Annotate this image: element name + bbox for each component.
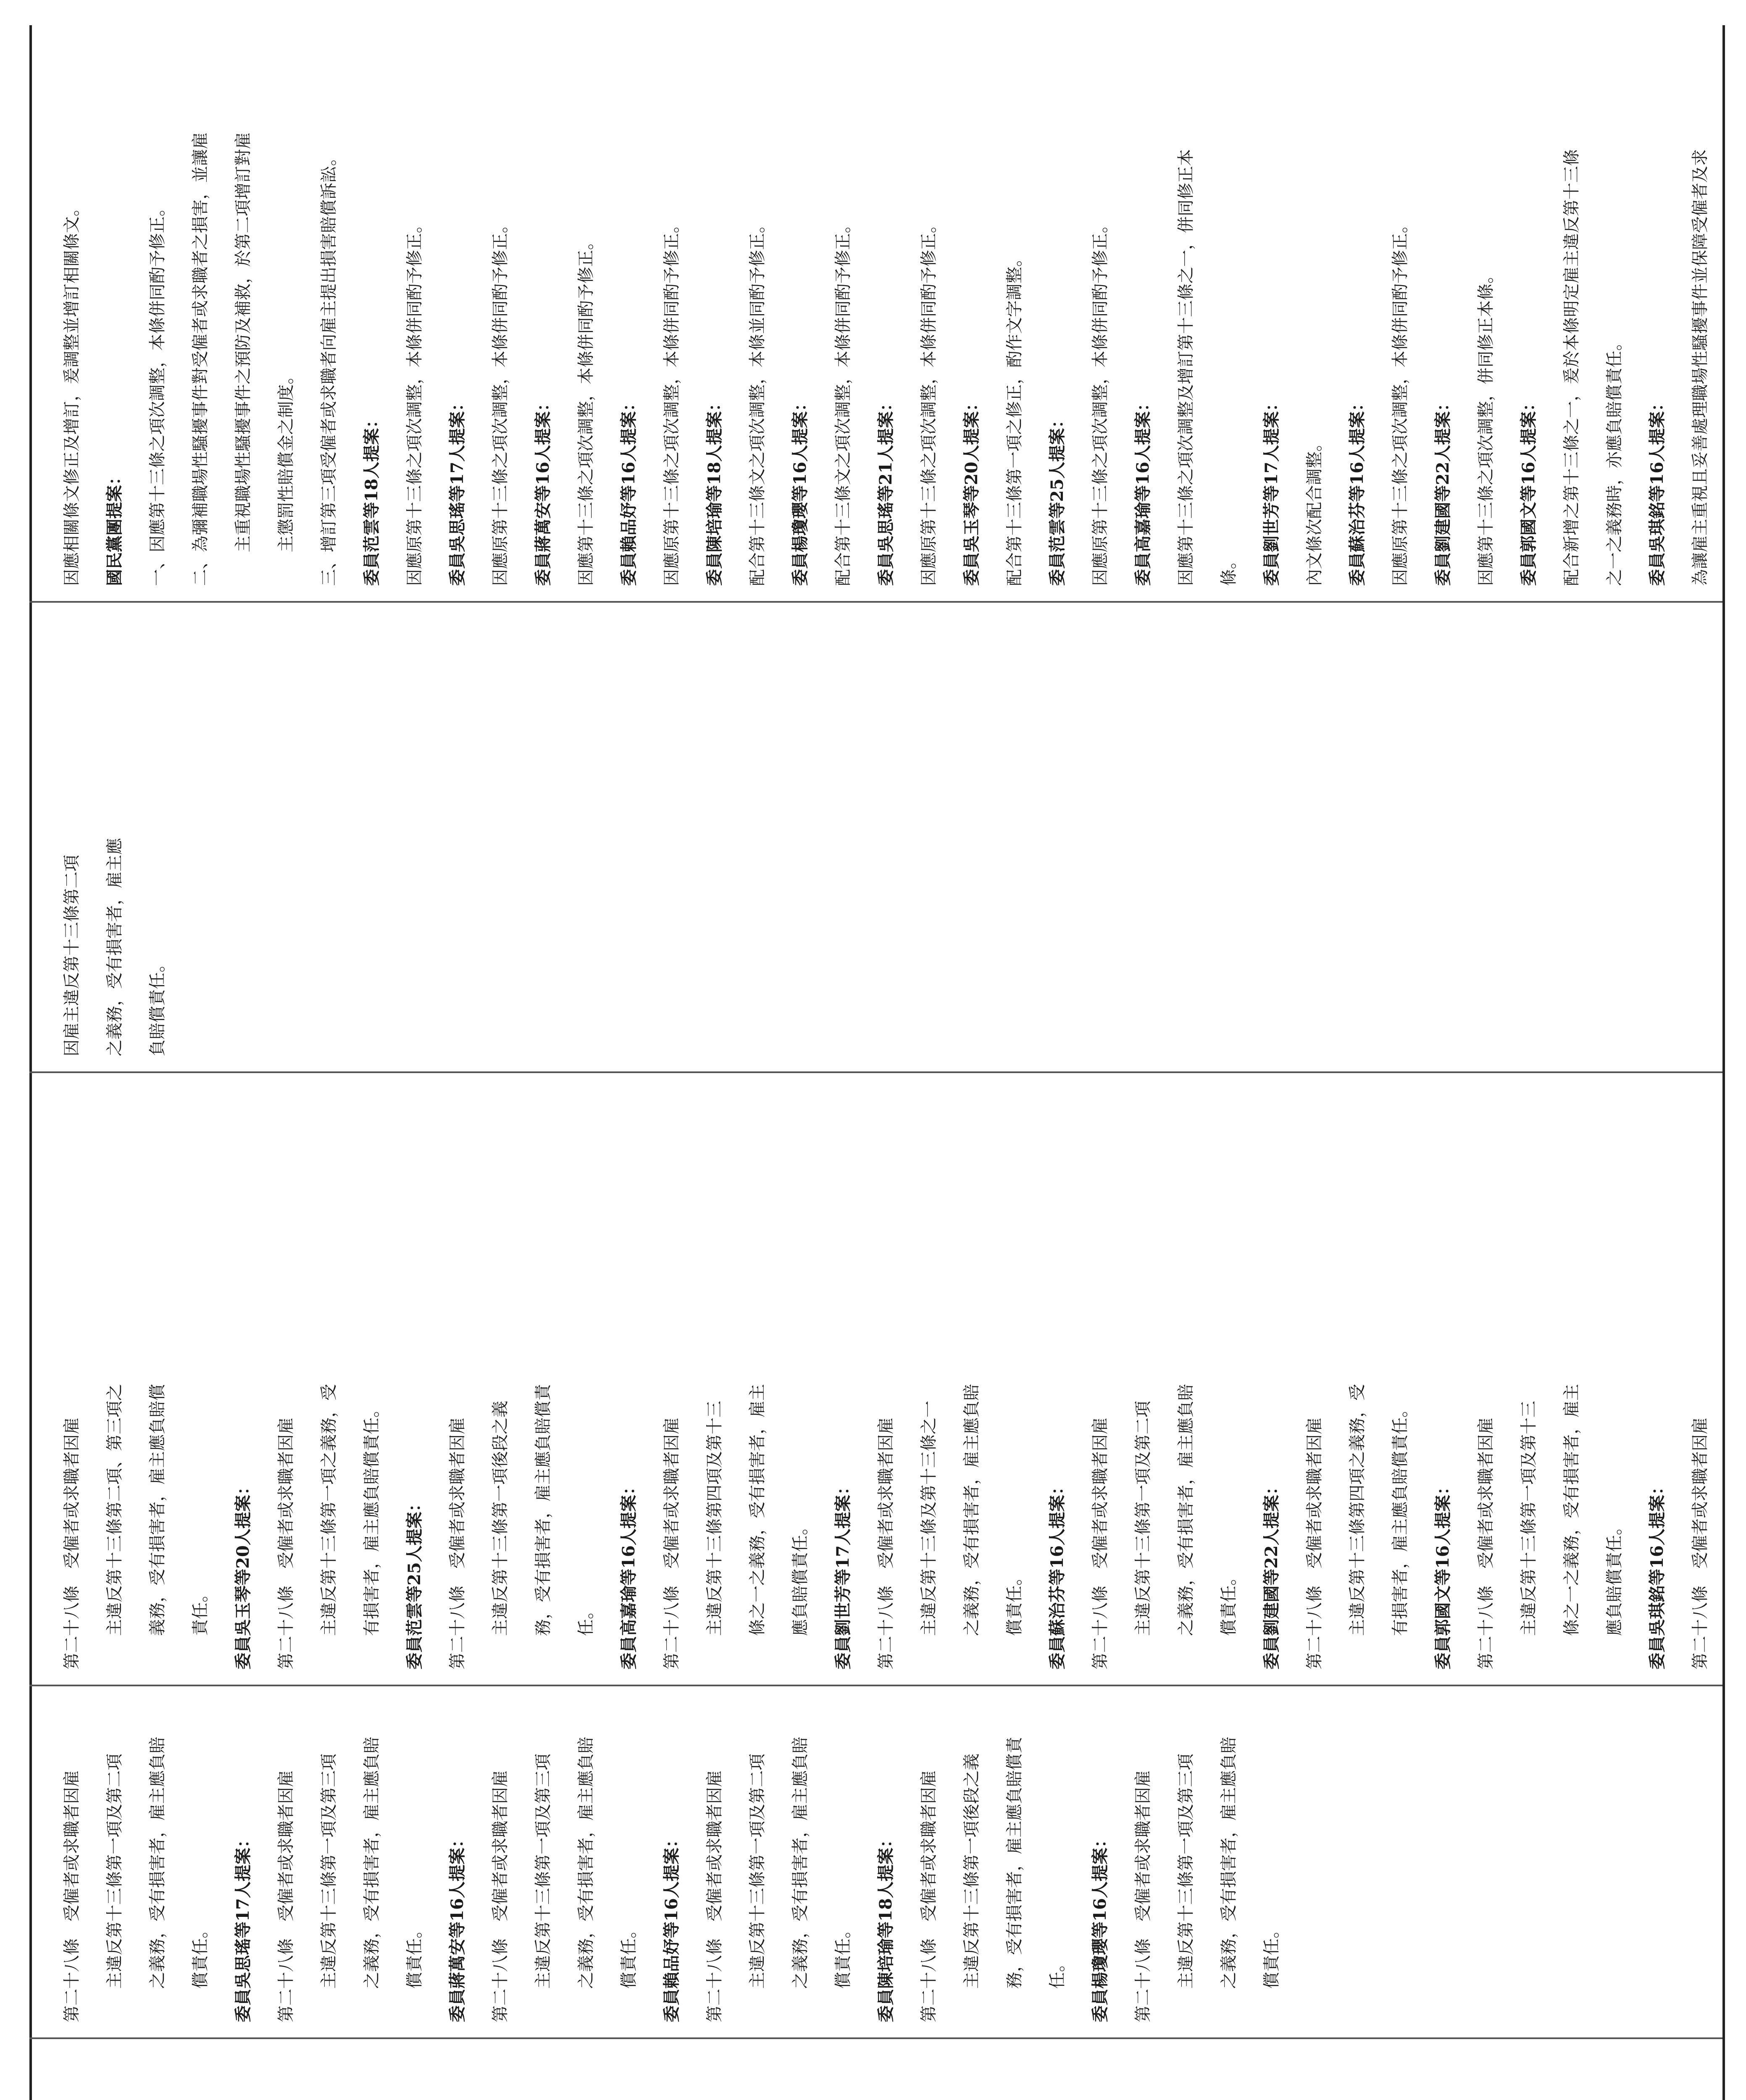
proposal-heading: 委員吳琪銘等16人提案： [1647, 1478, 1667, 1670]
text-line [93, 2048, 136, 2100]
text-line: 因應原第十三條之項次調整，本條併同酌予修正。 [405, 216, 424, 586]
text-line [436, 2048, 479, 2100]
text-line: 主違反第十三條第一項及第三項 [1176, 1754, 1196, 1989]
existing-law-column [50, 611, 179, 1056]
proposal-heading: 委員劉建國等22人提案： [1262, 1478, 1281, 1670]
proposal-heading: 委員賴品妤等16人提案： [619, 394, 639, 586]
text-line: 應負賠償責任。 [791, 1518, 810, 1636]
text-line: 配合第十三條文之項次調整，本條併同酌予修正。 [834, 216, 853, 586]
text-line: 主違反第十三條第二項、第三項之 [105, 1384, 124, 1636]
proposal-heading: 委員劉建國等22人提案： [1433, 394, 1453, 586]
text-line [479, 2048, 522, 2100]
text-line [265, 2048, 308, 2100]
text-line: 條之一之義務，受有損害者，雇主 [748, 1384, 767, 1636]
proposal-heading: 委員楊瓊瓔等16人提案： [790, 394, 810, 586]
proposal-heading: 委員范雲等25人提案： [1047, 411, 1067, 586]
text-line: 主違反第十三條第四項及第十三 [705, 1401, 724, 1636]
proposal-heading: 委員范雲等25人提案： [405, 1495, 424, 1670]
text-line: 之義務，受有損害者，雇主應負賠 [1219, 1737, 1239, 1989]
text-line [650, 2048, 693, 2100]
proposal-heading: 委員劉世芳等17人提案： [833, 1478, 853, 1670]
proposal-heading: 委員范雲等18人提案： [362, 411, 381, 586]
text-line [522, 2048, 565, 2100]
proposal-heading: 委員郭國文等16人提案： [1433, 1478, 1453, 1670]
text-line: 第二十八條 受僱者或求職者因雇 [62, 1418, 82, 1670]
text-line: 主違反第十三條第一項及第二項 [105, 1754, 124, 1989]
column-divider [29, 2037, 1722, 2039]
text-line: 二、為彌補職場性騷擾事件對受僱者或求職者之損害，並讓雇 [191, 132, 210, 586]
text-line: 主懲罰性賠償金之制度。 [276, 368, 296, 552]
text-line: 主違反第十三條第四項之義務，受 [1348, 1384, 1367, 1636]
proposal-heading: 委員蘇治芬等16人提案： [1347, 394, 1367, 586]
proposal-heading: 委員吳玉琴等20人提案： [962, 394, 981, 586]
text-line: 第二十八條 受僱者或求職者因雇 [62, 1770, 82, 2022]
text-line: 第二十八條 受僱者或求職者因雇 [491, 1770, 510, 2022]
proposal-heading: 委員楊瓊瓔等16人提案： [1090, 1831, 1110, 2022]
explanation-column [50, 15, 1722, 586]
text-line: 有損害者，雇主應負賠償責任。 [1391, 1401, 1410, 1636]
text-line: 主違反第十三條第一項後段之義 [491, 1401, 510, 1636]
text-line: 因應原第十三條之項次調整，本條併同酌予修正。 [919, 216, 939, 586]
text-line: 償責任。 [1262, 1922, 1281, 1989]
text-line: 之義務，受有損害者，雇主應負賠 [1176, 1384, 1196, 1636]
text-line: 償責任。 [405, 1922, 424, 1989]
proposal-heading: 委員吳思瑤等17人提案： [233, 1831, 253, 2022]
text-line: 償責任。 [1005, 1569, 1024, 1636]
proposal-heading: 委員吳思瑤等21人提案： [876, 394, 896, 586]
text-line: 第二十八條 受僱者或求職者因雇 [276, 1418, 296, 1670]
text-line: 務，受有損害者，雇主應負賠償責 [534, 1384, 553, 1636]
text-line [136, 2048, 179, 2100]
text-line: 之義務，受有損害者，雇主應 [105, 838, 124, 1056]
text-line: 務，受有損害者，雇主應負賠償責 [1005, 1737, 1024, 1989]
text-line: 之義務，受有損害者，雇主應負賠 [962, 1384, 981, 1636]
proposal-heading: 委員蘇治芬等16人提案： [1047, 1478, 1067, 1670]
text-line [607, 2048, 650, 2100]
text-line: 因應第十三條之項次調整，本條併同酌予修正。 [576, 233, 596, 586]
text-line: 第二十八條 受僱者或求職者因雇 [1305, 1418, 1324, 1670]
text-line [350, 2048, 393, 2100]
text-line: 主違反第十三條第一項後段之義 [962, 1754, 981, 1989]
text-line: 三、增訂第三項受僱者或求職者向雇主提出損害賠償訴訟。 [319, 149, 339, 586]
text-line: 負賠償責任。 [148, 956, 167, 1056]
text-line: 應負賠償責任。 [1605, 1518, 1624, 1636]
bottom-rule [1722, 25, 1725, 2100]
top-rule [29, 25, 32, 2100]
text-line: 主重視職場性騷擾事件之預防及補救，於第二項增訂對雇 [234, 132, 253, 552]
text-line: 配合第十三條第一項之修正，酌作文字調整。 [1005, 250, 1024, 586]
proposal-heading: 委員劉世芳等17人提案： [1262, 394, 1281, 586]
text-line: 內文條次配合調整。 [1305, 435, 1324, 586]
proposal-heading: 委員高嘉瑜等16人提案： [619, 1478, 639, 1670]
text-line: 第二十八條 受僱者或求職者因雇 [1091, 1418, 1110, 1670]
proposal-heading: 委員陳培瑜等18人提案： [705, 394, 724, 586]
column-divider [29, 1071, 1722, 1073]
proposal-column-b [50, 1082, 1722, 1670]
text-line: 因應原第十三條之項次調整，本條併同酌予修正。 [662, 216, 681, 586]
text-line: 因應原第十三條之項次調整，本條併同酌予修正。 [1091, 216, 1110, 586]
text-line: 為讓雇主重視且妥善處理職場性騷擾事件並保障受僱者及求 [1691, 149, 1710, 586]
text-line [693, 2048, 736, 2100]
text-line: 條之一之義務，受有損害者，雇主 [1562, 1384, 1581, 1636]
text-line: 責任。 [191, 1586, 210, 1636]
text-line: 有損害者，雇主應負賠償責任。 [362, 1401, 381, 1636]
proposal-heading: 委員郭國文等16人提案： [1519, 394, 1538, 586]
text-line: 之義務，受有損害者，雇主應負賠 [362, 1737, 381, 1989]
column-divider [29, 601, 1722, 603]
text-line: 第二十八條 受僱者或求職者因雇 [1476, 1418, 1496, 1670]
text-line: 償責任。 [191, 1922, 210, 1989]
proposal-column-a [50, 1695, 1293, 2022]
proposal-heading: 委員賴品妤等16人提案： [662, 1831, 681, 2022]
text-line: 償責任。 [834, 1922, 853, 1989]
text-line [565, 2048, 607, 2100]
text-line: 任。 [1048, 1955, 1067, 1989]
proposal-heading: 委員吳思瑤等17人提案： [447, 394, 467, 586]
text-line: 因應相關條文修正及增訂，爰調整並增訂相關條文。 [62, 200, 82, 586]
text-line: 之義務，受有損害者，雇主應負賠 [148, 1737, 167, 1989]
text-line [308, 2048, 350, 2100]
text-line [393, 2048, 436, 2100]
text-line: 義務，受有損害者，雇主應負賠償 [148, 1384, 167, 1636]
text-line: 主違反第十三條第一項及第三項 [534, 1754, 553, 1989]
proposal-heading: 委員吳玉琴等20人提案： [233, 1478, 253, 1670]
text-line: 主違反第十三條及第十三條之一 [919, 1401, 939, 1636]
text-line [179, 2048, 222, 2100]
text-line: 主違反第十三條第一項及第二項 [1133, 1401, 1153, 1636]
text-line: 第二十八條 受僱者或求職者因雇 [705, 1770, 724, 2022]
text-line: 第二十八條 受僱者或求職者因雇 [662, 1418, 681, 1670]
text-line: 第二十八條 受僱者或求職者因雇 [448, 1418, 467, 1670]
text-line [50, 2048, 93, 2100]
text-line: 因應原第十三條之項次調整，本條併同酌予修正。 [1391, 216, 1410, 586]
text-line: 償責任。 [619, 1922, 639, 1989]
text-line: 一、因應第十三條之項次調整，本條併同酌予修正。 [148, 200, 167, 586]
text-line: 主違反第十三條第一項及第十三 [1519, 1401, 1538, 1636]
column-divider [29, 1685, 1722, 1686]
current-text-column [50, 2048, 736, 2100]
text-line: 主違反第十三條第一項及第二項 [748, 1754, 767, 1989]
proposal-heading: 委員蔣萬安等16人提案： [533, 394, 553, 586]
text-line: 之一之義務時，亦應負賠償責任。 [1605, 334, 1624, 586]
proposal-heading: 委員蔣萬安等16人提案： [447, 1831, 467, 2022]
text-line: 因雇主違反第十三條第二項 [62, 855, 82, 1056]
text-line: 第二十八條 受僱者或求職者因雇 [919, 1770, 939, 2022]
text-line: 任。 [576, 1602, 596, 1636]
text-line: 配合新增之第十三條之一，爰於本條明定雇主違反第十三條 [1562, 149, 1581, 586]
proposal-heading: 委員高嘉瑜等16人提案： [1133, 394, 1153, 586]
text-line: 主違反第十三條第一項之義務，受 [319, 1384, 339, 1636]
text-line: 條。 [1219, 552, 1239, 586]
text-line: 償責任。 [1219, 1569, 1239, 1636]
text-line: 第二十八條 受僱者或求職者因雇 [276, 1770, 296, 2022]
text-line: 因應原第十三條之項次調整，本條併同酌予修正。 [491, 216, 510, 586]
text-line: 第二十八條 受僱者或求職者因雇 [1691, 1418, 1710, 1670]
proposal-heading: 國民黨團提案： [105, 468, 124, 586]
text-line: 第二十八條 受僱者或求職者因雇 [1133, 1770, 1153, 2022]
proposal-heading: 委員吳琪銘等16人提案： [1647, 394, 1667, 586]
text-line: 配合第十三條文之項次調整，本條並同酌予修正。 [748, 216, 767, 586]
text-line: 因應第十三條之項次調整及增訂第十三條之一，併同修正本 [1176, 149, 1196, 586]
text-line: 之義務，受有損害者，雇主應負賠 [791, 1737, 810, 1989]
text-line: 主違反第十三條第一項及第三項 [319, 1754, 339, 1989]
text-line: 因應第十三條之項次調整，併同修正本條。 [1476, 267, 1496, 586]
text-line: 第二十八條 受僱者或求職者因雇 [876, 1418, 896, 1670]
proposal-heading [222, 2048, 265, 2100]
text-line: 之義務，受有損害者，雇主應負賠 [576, 1737, 596, 1989]
proposal-heading: 委員陳培瑜等18人提案： [876, 1831, 896, 2022]
